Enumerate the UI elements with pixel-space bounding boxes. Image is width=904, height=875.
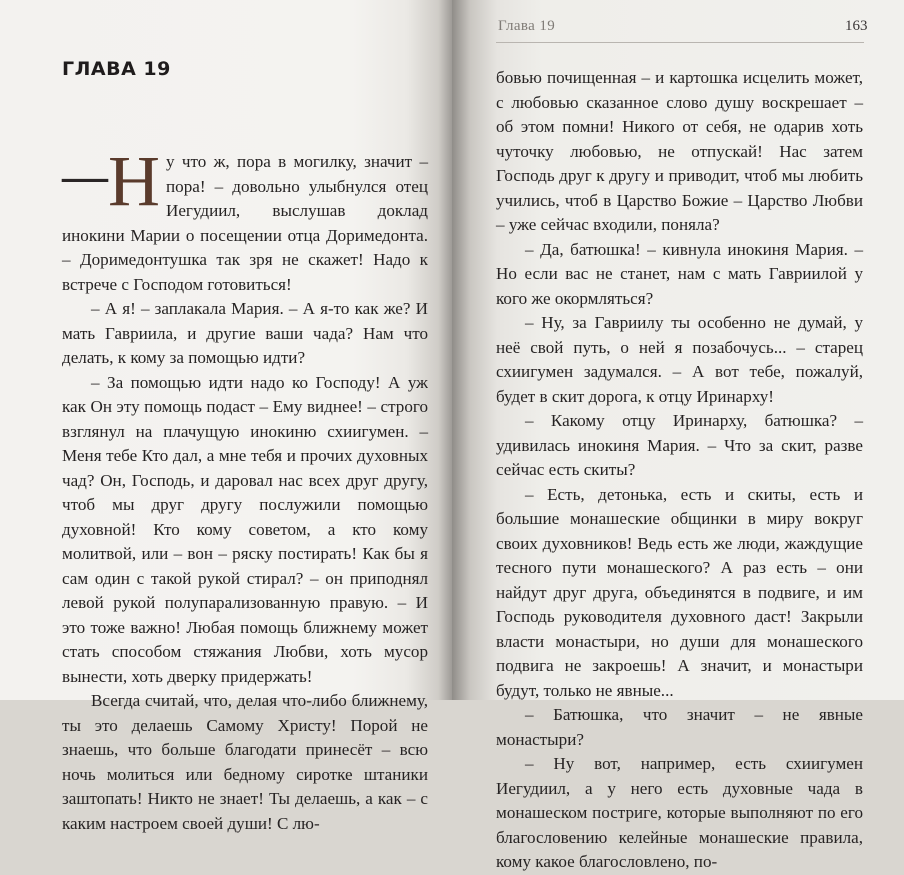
right-page-text	[496, 66, 863, 875]
paragraph-4: Всегда считай, что, делая что-либо ближнему, ты это делаешь Самому Христу! Порой не знаешь, что больше благодати принесёт – всю ночь молиться или бедному сиротке штаники заштопать! Никто не знает! Ты делаешь, а как – с каким настроем своей души! С лю-	[62, 691, 428, 833]
paragraph-8: – Какому отцу Иринарху, батюшка? – удивилась инокиня Мария. – Что за скит, разве сейчас есть скиты?	[496, 411, 863, 479]
paragraph-2: – А я! – заплакала Мария. – А я-то как же? И мать Гавриила, и другие ваши чада? Нам что делать, к кому за помощью идти?	[62, 299, 428, 367]
paragraph-6: – Да, батюшка! – кивнула инокиня Мария. – Но если вас не станет, нам с мать Гавриилой у кого же окормляться?	[496, 239, 863, 308]
running-head: Глава 19	[498, 18, 556, 34]
paragraph-9: – Есть, детонька, есть и скиты, есть и большие монашеские общинки в миру вокруг своих духовников! Ведь есть же люди, жаждущие тесного пути монашеского? А раз есть – они найдут друг друга, объединятся в подвиге, и им Господь руководителя духовного даст! Закрыли власти монастыри, но души для монашеского подвига не закроешь! А значит, и монастыри будут, только не явные...	[496, 484, 863, 700]
paragraph-11: – Ну вот, например, есть схиигумен Иегудиил, а у него есть духовные чада в монашеском постриге, которые выполняют по его благословению келейные монашеские правила, кому какое благословлено, по-	[496, 754, 863, 871]
drop-dash: —	[62, 150, 108, 201]
page-number: 163	[845, 18, 868, 34]
paragraph-5: бовью почищенная – и картошка исцелить может, с любовью сказанное слово душу воскрешает – об этом помни! Никого от себя, не одарив хоть чуточку любовью, не отпускай! Нас затем Господь друг к другу и приводит, чтоб мы любить учились, чтоб в Царство Божие – Царство Любви – уже сейчас входили, поняла?	[496, 68, 863, 234]
paragraph-1-text: у что ж, пора в могилку, значит – пора! – довольно улыбнулся отец Иегудиил, выслушав доклад инокини Марии о посещении отца Доримедонта. – Доримедонтушка так зря не скажет! Надо к встрече с Господом готовиться!	[62, 152, 428, 294]
header-rule	[496, 42, 864, 43]
paragraph-10: – Батюшка, что значит – не явные монастыри?	[496, 705, 863, 749]
paragraph-7: – Ну, за Гавриилу ты особенно не думай, у неё свой путь, о ней я позабочусь... – старец схиигумен задумался. – А вот тебе, пожалуй, будет в скит дорога, к отцу Иринарху!	[496, 313, 863, 406]
chapter-title: ГЛАВА 19	[62, 58, 171, 80]
paragraph-3: – За помощью идти надо ко Господу! А уж как Он эту помощь подаст – Ему виднее! – строго взглянул на плачущую инокиню схиигумен. – Меня тебе Кто дал, а мне тебя и прочих духовных чад? Он, Господь, и даровал нас всех друг другу, чтоб мы друг другу послужили помощью духовной! Кто кому советом, а кто кому молитвой, или – вон – ряску постирать! Как бы я сам один с такой рукой стирал? – он приподнял левой рукой полупарализованную правую. – И это тоже важно! Любая помощь ближнему может стать способом стяжания Любви, хоть мусор вынести, хоть дверку придержать!	[62, 372, 428, 686]
drop-cap: Н	[108, 141, 160, 221]
left-page-text	[62, 141, 428, 836]
paragraph-1	[62, 141, 428, 297]
